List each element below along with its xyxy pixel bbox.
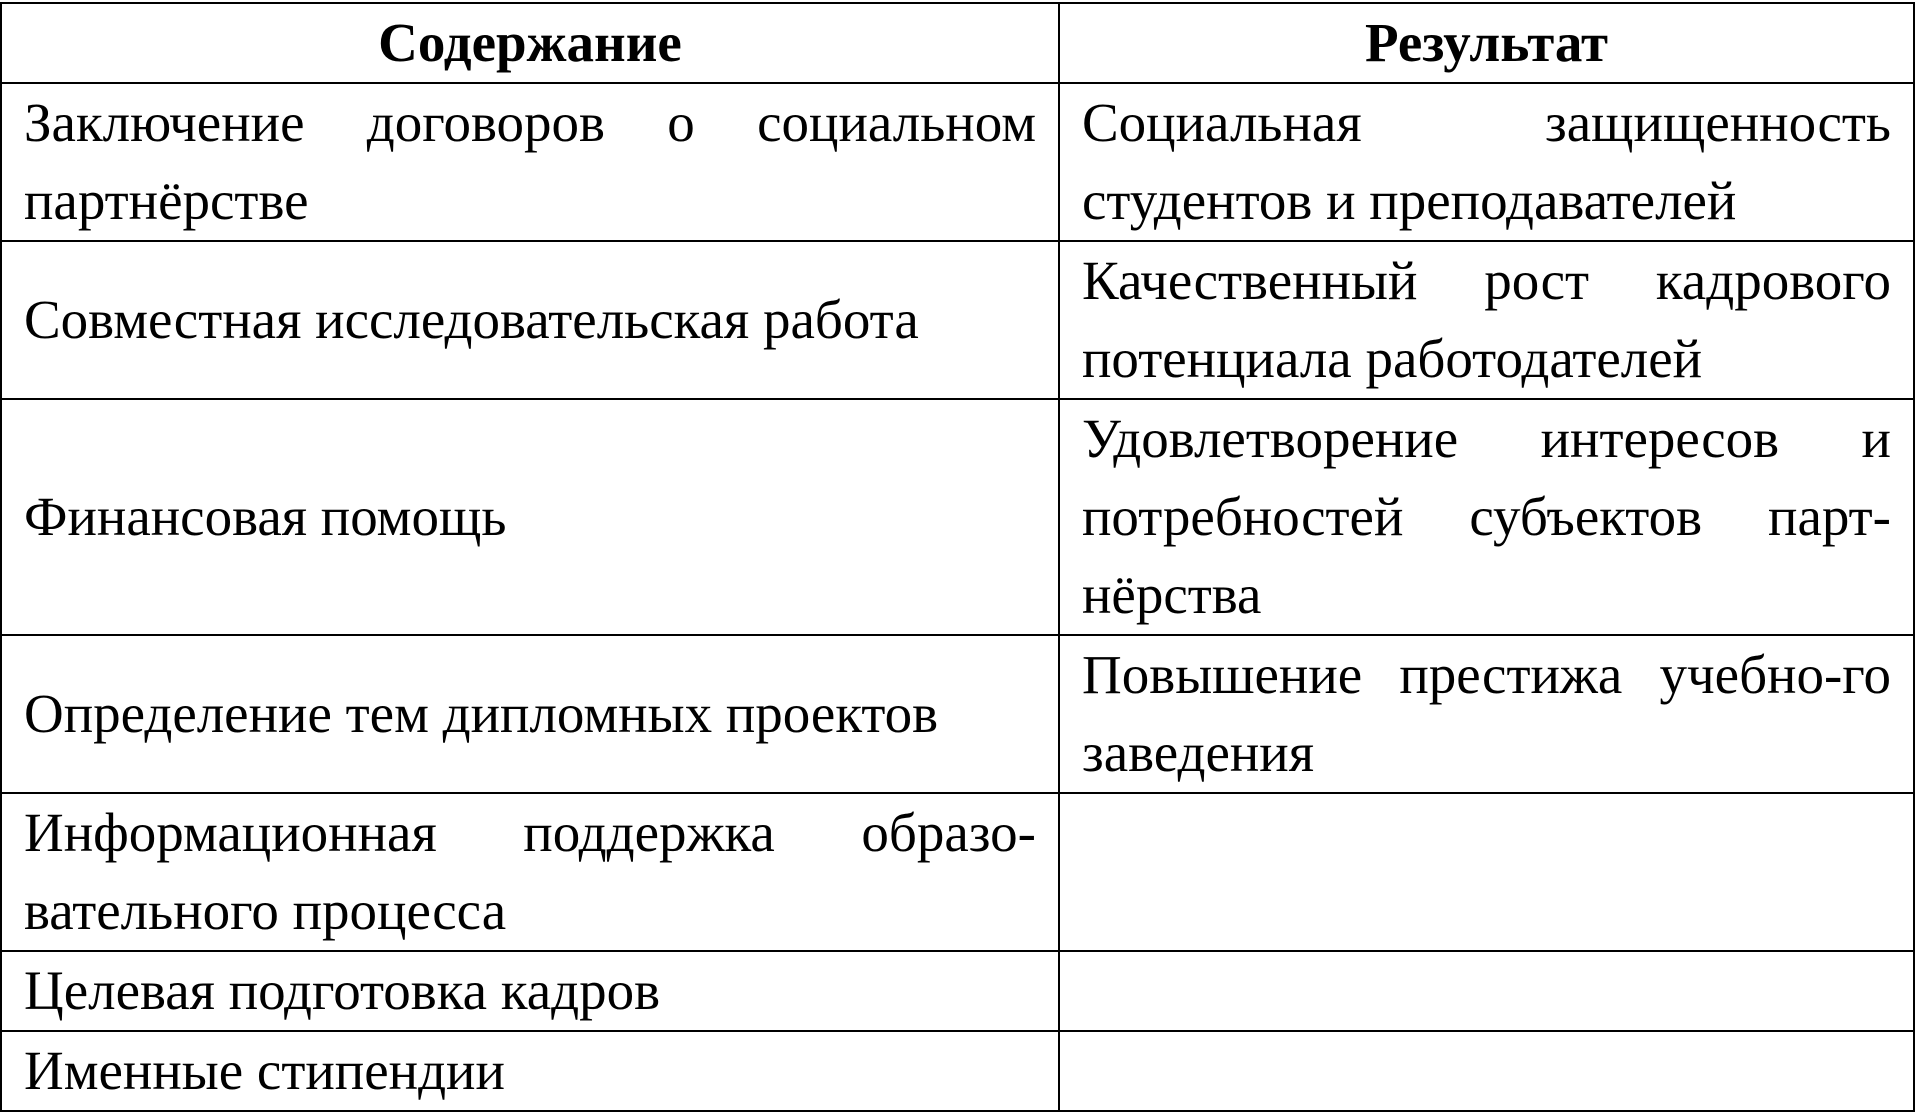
table-row	[1, 951, 1914, 1031]
content-result-table	[0, 2, 1915, 1112]
content-cell: Финансовая помощь	[1, 399, 1059, 635]
result-cell: Повышение престижа учебно-го заведения	[1059, 635, 1914, 793]
content-cell: Именные стипендии	[1, 1031, 1059, 1111]
table-row	[1, 399, 1914, 635]
header-content: Содержание	[1, 3, 1059, 83]
table-row	[1, 241, 1914, 399]
result-cell: Удовлетворение интересов и потребностей субъектов парт-нёрства	[1059, 399, 1914, 635]
table-row	[1, 793, 1914, 951]
result-cell	[1059, 793, 1914, 951]
result-cell: Качественный рост кадрового потенциала работодателей	[1059, 241, 1914, 399]
content-cell: Совместная исследовательская работа	[1, 241, 1059, 399]
content-cell: Целевая подготовка кадров	[1, 951, 1059, 1031]
result-cell	[1059, 951, 1914, 1031]
result-cell: Социальная защищенность студентов и преподавателей	[1059, 83, 1914, 241]
header-result: Результат	[1059, 3, 1914, 83]
result-cell	[1059, 1031, 1914, 1111]
table-body	[1, 83, 1914, 1111]
table-row	[1, 635, 1914, 793]
table-row	[1, 1031, 1914, 1111]
content-cell: Информационная поддержка образо-вательного процесса	[1, 793, 1059, 951]
content-cell: Определение тем дипломных проектов	[1, 635, 1059, 793]
table-row	[1, 83, 1914, 241]
content-cell: Заключение договоров о социальном партнёрстве	[1, 83, 1059, 241]
table-header	[1, 3, 1914, 83]
header-row	[1, 3, 1914, 83]
